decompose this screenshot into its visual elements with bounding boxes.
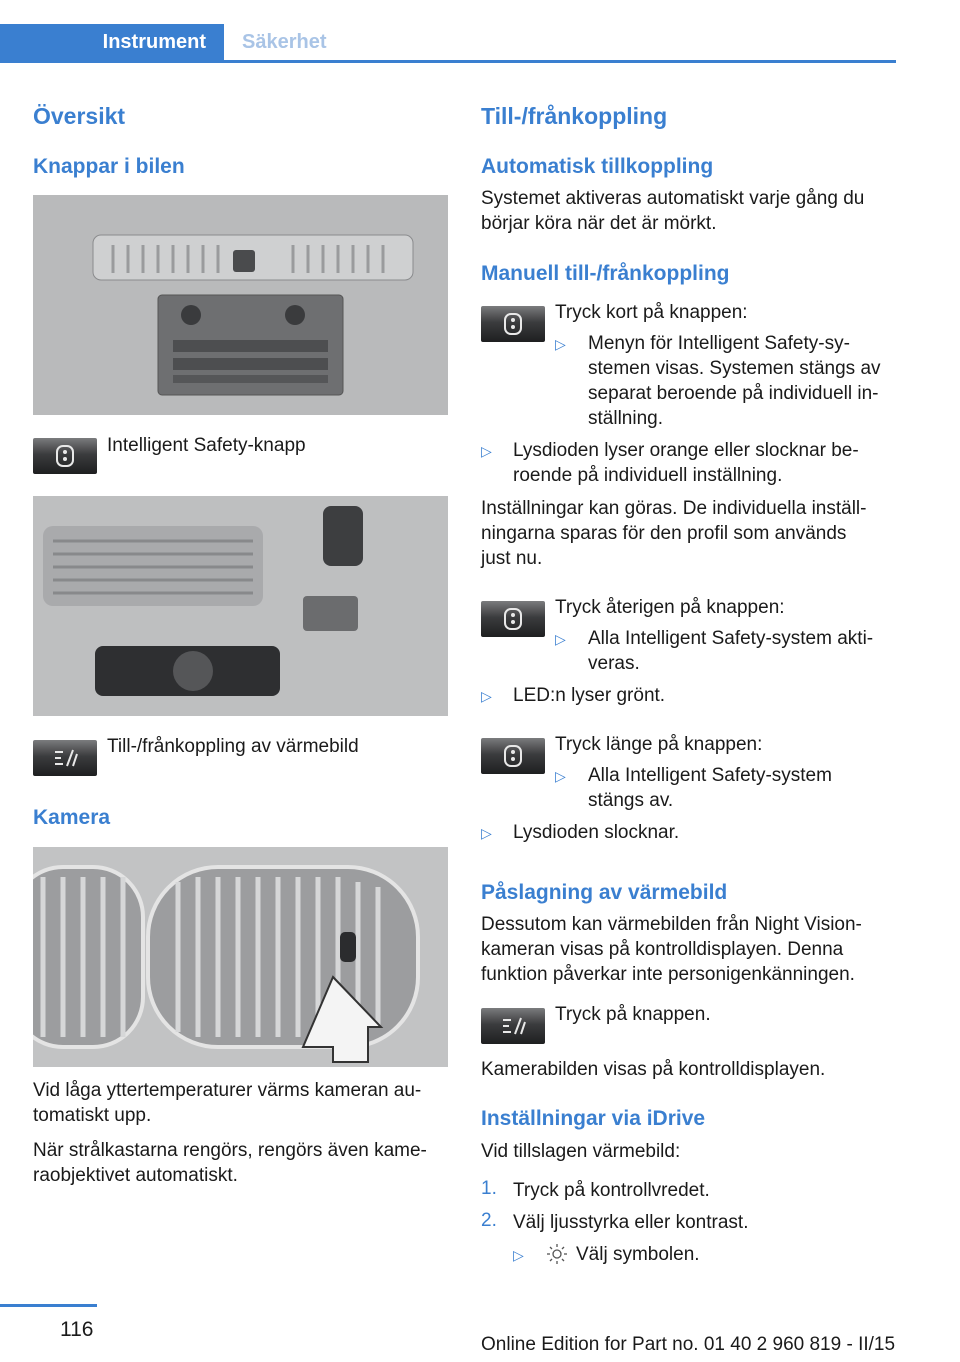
grille-camera-photo: [33, 847, 448, 1067]
step-1-number: 1.: [481, 1178, 497, 1199]
press-long-text: Tryck länge på knappen:: [555, 734, 763, 755]
section-heading-camera: Kamera: [33, 806, 111, 829]
all-on-line-2: veras.: [588, 653, 640, 674]
section-heading-buttons: Knappar i bilen: [33, 155, 185, 178]
bullet-triangle-icon: ▷: [513, 1247, 524, 1263]
all-off-line-1: Alla Intelligent Safety-system: [588, 765, 832, 786]
bullet-triangle-icon: ▷: [481, 443, 492, 459]
camera-paragraph-2-line-1: När strålkastarna rengörs, rengörs även kame-: [33, 1140, 427, 1161]
bullet-triangle-icon: ▷: [481, 688, 492, 704]
led-green-text: LED:n lyser grönt.: [513, 685, 666, 706]
thermal-line-2: kameran visas på kontrolldisplayen. Denna: [481, 939, 844, 960]
page-number: 116: [60, 1318, 94, 1341]
camera-paragraph-1-line-2: tomatiskt upp.: [33, 1105, 152, 1126]
light-switch-illustration: [33, 496, 448, 716]
settings-line-3: just nu.: [481, 548, 543, 569]
led-line-2: roende på individuell inställning.: [513, 465, 783, 486]
press-again-text: Tryck återigen på knappen:: [555, 597, 785, 618]
step-2-number: 2.: [481, 1210, 497, 1231]
settings-line-2: ningarna sparas för den profil som används: [481, 523, 847, 544]
all-off-line-2: stängs av.: [588, 790, 674, 811]
step-2-text: Välj ljusstyrka eller kontrast.: [513, 1212, 749, 1233]
caption-thermal-button: Till-/frånkoppling av värmebild: [107, 736, 359, 757]
intelligent-safety-button-icon: [33, 438, 97, 474]
led-off-text: Lysdioden slocknar.: [513, 822, 680, 843]
caption-safety-button: Intelligent Safety-knapp: [107, 435, 306, 456]
menu-line-3: separat beroende på individuell in-: [588, 383, 879, 404]
menu-line-2: stemen visas. Systemen stängs av: [588, 358, 881, 379]
safety-button-icon-1: [481, 306, 545, 342]
camera-paragraph-2-line-2: raobjektivet automatiskt.: [33, 1165, 238, 1186]
thermal-image-button-icon: [33, 740, 97, 776]
led-line-1: Lysdioden lyser orange eller slocknar be-: [513, 440, 859, 461]
heading-manual: Manuell till-/frånkoppling: [481, 262, 730, 285]
camera-shown-text: Kamerabilden visas på kontrolldisplayen.: [481, 1059, 826, 1080]
safety-button-icon-3: [481, 738, 545, 774]
auto-line-2: börjar köra när det är mörkt.: [481, 213, 717, 234]
auto-line-1: Systemet aktiveras automatiskt varje gång du: [481, 188, 865, 209]
idrive-intro: Vid tillslagen värmebild:: [481, 1141, 681, 1162]
tab-instrument[interactable]: Instrument: [0, 24, 224, 60]
bullet-triangle-icon: ▷: [481, 825, 492, 841]
select-symbol-text: Välj symbolen.: [576, 1244, 700, 1265]
bullet-triangle-icon: ▷: [555, 336, 566, 352]
page-title: Översikt: [33, 103, 126, 129]
menu-line-4: ställning.: [588, 408, 663, 429]
dashboard-console-illustration: [33, 195, 448, 415]
footer-rule: [0, 1304, 97, 1307]
bullet-triangle-icon: ▷: [555, 768, 566, 784]
safety-button-icon-2: [481, 601, 545, 637]
thermal-image-button-icon-2: [481, 1008, 545, 1044]
menu-line-1: Menyn för Intelligent Safety-sy-: [588, 333, 850, 354]
brightness-sun-icon: [546, 1243, 568, 1270]
grille-camera-illustration: [33, 847, 448, 1067]
step-1-text: Tryck på kontrollvredet.: [513, 1180, 710, 1201]
light-switch-photo: [33, 496, 448, 716]
camera-paragraph-1-line-1: Vid låga yttertemperaturer värms kameran au-: [33, 1080, 422, 1101]
heading-idrive: Inställningar via iDrive: [481, 1107, 706, 1130]
thermal-line-1: Dessutom kan värmebilden från Night Vision-: [481, 914, 862, 935]
thermal-line-3: funktion påverkar inte personigenkänningen.: [481, 964, 855, 985]
settings-line-1: Inställningar kan göras. De individuella inställ-: [481, 498, 867, 519]
bullet-triangle-icon: ▷: [555, 631, 566, 647]
all-on-line-1: Alla Intelligent Safety-system akti-: [588, 628, 874, 649]
heading-automatic: Automatisk tillkoppling: [481, 155, 714, 178]
heading-thermal: Påslagning av värmebild: [481, 881, 728, 904]
section-title-on-off: Till-/frånkoppling: [481, 103, 668, 129]
press-button-text: Tryck på knappen.: [555, 1004, 711, 1025]
press-short-text: Tryck kort på knappen:: [555, 302, 748, 323]
tab-sakerhet[interactable]: Säkerhet: [242, 30, 327, 53]
header-rule: [0, 60, 896, 63]
dashboard-console-photo: [33, 195, 448, 415]
edition-text: Online Edition for Part no. 01 40 2 960 819 - II/15: [481, 1334, 896, 1355]
